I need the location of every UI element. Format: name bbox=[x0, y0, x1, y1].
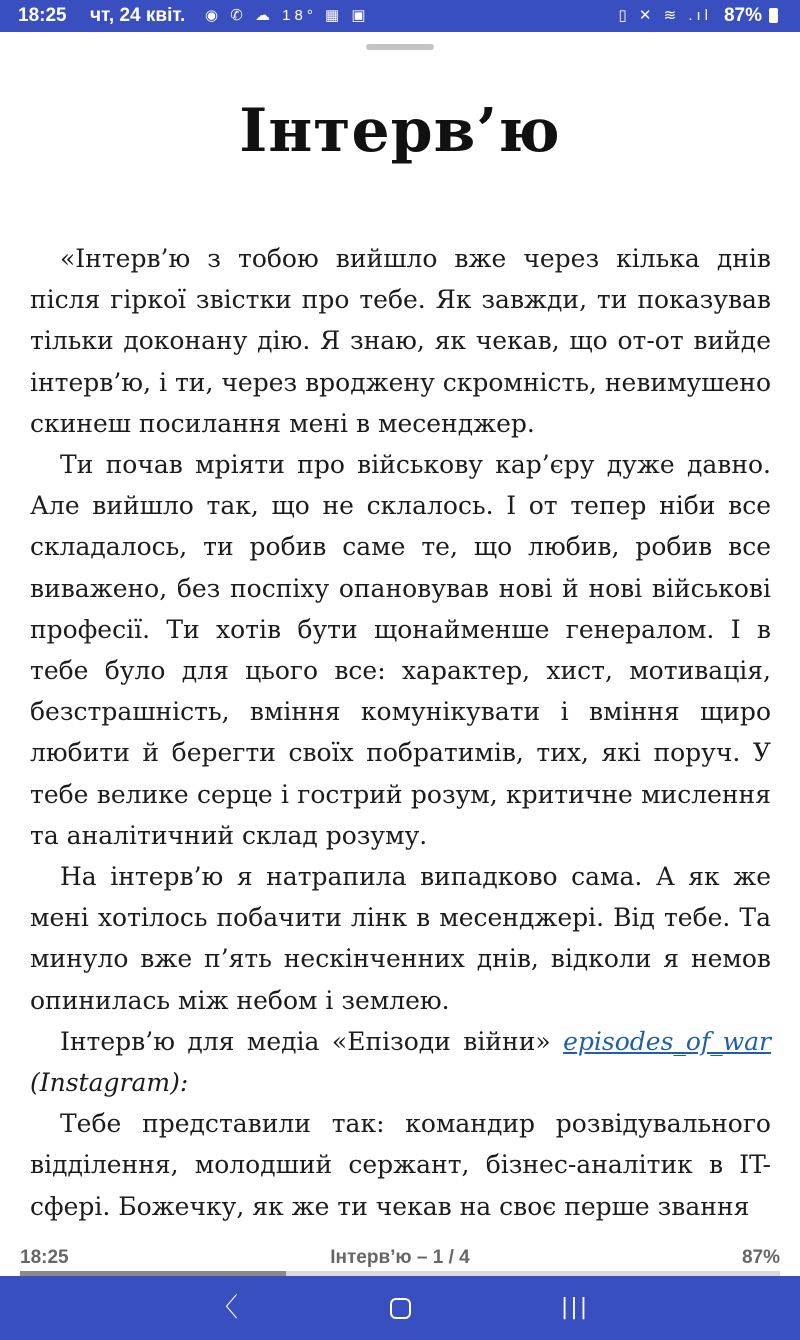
paragraph: Тебе представили так: командир розвідувального відділення, молодший сержант, бізнес-аналітик в IT-сфері. Божечку, як же ти чекав на своє перше звання bbox=[30, 1109, 771, 1221]
navigation-bar bbox=[0, 1276, 800, 1340]
system-icons: ▯ ✕ ≋ .ıl bbox=[618, 7, 712, 24]
reader-footer bbox=[0, 1243, 800, 1273]
link-suffix: (Instagram): bbox=[30, 1068, 189, 1098]
footer-chapter-progress: Інтерв’ю – 1 / 4 bbox=[330, 1247, 470, 1268]
paragraph: «Інтерв’ю з тобою вийшло вже через кілька днів після гіркої звістки про тебе. Як завжди, ти показував тільки доконану дію. Я знаю, як чекав, що от-от вийде інтерв’ю, і ти, через вроджену скромність, невимушено скинеш посилання мені в месенджер. bbox=[30, 244, 771, 438]
footer-time: 18:25 bbox=[20, 1247, 69, 1268]
back-button[interactable]: 〈 bbox=[211, 1293, 238, 1323]
drag-handle[interactable] bbox=[366, 44, 434, 50]
status-date: чт, 24 квіт. bbox=[90, 5, 186, 26]
paragraph: Ти почав мріяти про військову кар’єру дуже давно. Але вийшло так, що не склалось. І от тепер ніби все складалось, ти робив саме те, що любив, робив все виважено, без поспіху опановував нові й нові військові професії. Ти хотів бути щонайменше генералом. І в тебе було для цього все: характер, хист, мотивація, безстрашність, вміння комунікувати і вміння щиро любити й берегти своїх побратимів, тих, які поруч. У тебе велике серце і гострий розум, критичне мислення та аналітичний склад розуму. bbox=[30, 450, 771, 850]
instagram-link[interactable]: episodes_of_war bbox=[563, 1026, 771, 1056]
home-button[interactable] bbox=[370, 1290, 430, 1326]
footer-battery: 87% bbox=[741, 1247, 780, 1268]
chapter-title: Інтерв’ю bbox=[239, 96, 561, 166]
home-icon bbox=[390, 1298, 411, 1319]
status-bar bbox=[0, 0, 800, 32]
recent-apps-button[interactable]: ||| bbox=[560, 1295, 590, 1320]
battery-percent: 87% bbox=[723, 5, 762, 26]
status-time: 18:25 bbox=[18, 5, 67, 26]
notification-icons: ◉ ✆ ☁ 18° ▦ ▣ bbox=[205, 7, 370, 24]
paragraph: Інтерв’ю для медіа «Епізоди війни» episodes_of_war (Instagram): bbox=[30, 1026, 771, 1098]
paragraph: На інтерв’ю я натрапила випадково сама. А як же мені хотілось побачити лінк в месенджері. Від тебе. Та минуло вже п’ять нескінченних днів, відколи я немов опинилась між небом і землею. bbox=[30, 862, 771, 1015]
book-text[interactable] bbox=[30, 238, 771, 1227]
battery-icon bbox=[769, 8, 778, 23]
